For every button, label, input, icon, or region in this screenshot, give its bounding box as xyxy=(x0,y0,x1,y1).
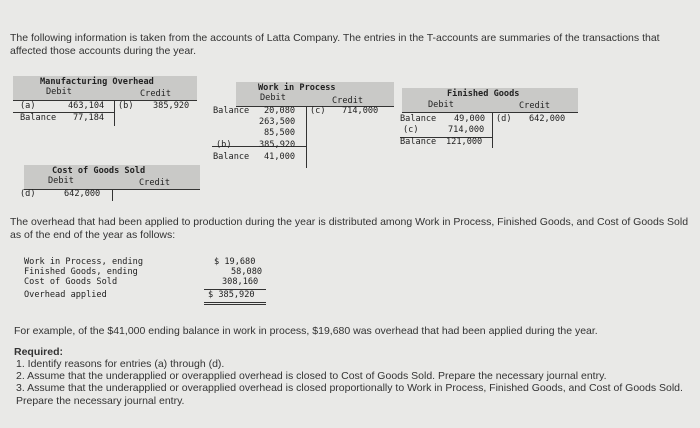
debit-value: 385,920 xyxy=(259,140,296,150)
debit-heading: Debit xyxy=(48,176,74,186)
t-account-title: Manufacturing Overhead xyxy=(40,77,154,87)
debit-heading: Debit xyxy=(46,87,72,97)
entry-label: (c) xyxy=(310,106,326,116)
required-item: 2. Assume that the underapplied or overapplied overhead is closed to Cost of Goods Sold. Prepare the necessary journal entry. xyxy=(16,370,607,382)
debit-value: 642,000 xyxy=(64,189,101,199)
debit-value: 463,104 xyxy=(68,101,105,111)
entry-label: (c) xyxy=(403,125,419,135)
distribution-value: $ 19,680 xyxy=(214,257,256,267)
credit-value: 714,000 xyxy=(342,106,379,116)
intro-paragraph: The following information is taken from the accounts of Latta Company. The entries in the T-accounts are summaries of the transactions that affected those accounts during the year. xyxy=(10,32,660,57)
overhead-paragraph: The overhead that had been applied to production during the year is distributed among Work in Process, Finished Goods, and Cost of Goods Sold as of the end of the year as follows: xyxy=(10,216,689,241)
distribution-value: 308,160 xyxy=(222,277,259,287)
t-account-title: Cost of Goods Sold xyxy=(52,166,146,176)
example-paragraph: For example, of the $41,000 ending balance in work in process, $19,680 was overhead that had been applied during the year. xyxy=(14,325,598,337)
credit-value: 642,000 xyxy=(529,114,566,124)
t-account-title: Work in Process xyxy=(258,83,336,93)
credit-heading: Credit xyxy=(519,101,551,111)
debit-value: 41,000 xyxy=(264,152,296,162)
debit-value: 77,184 xyxy=(73,113,105,123)
required-item: 3. Assume that the underapplied or overapplied overhead is closed proportionally to Work in Process, Finished Goods, and Cost of Goods Sold. Prepare the necessary journal entry. xyxy=(16,382,683,407)
distribution-label: Cost of Goods Sold xyxy=(24,277,118,287)
entry-label: (b) xyxy=(118,101,134,111)
credit-heading: Credit xyxy=(139,178,171,188)
entry-label: Balance xyxy=(20,113,57,123)
debit-heading: Debit xyxy=(260,93,286,103)
entry-label: (d) xyxy=(20,189,36,199)
distribution-label: Finished Goods, ending xyxy=(24,267,138,277)
debit-value: 121,000 xyxy=(446,137,483,147)
required-item: 1. Identify reasons for entries (a) through (d). xyxy=(16,358,225,370)
required-heading: Required: xyxy=(14,346,64,358)
entry-label: Balance xyxy=(213,152,250,162)
t-account-title: Finished Goods xyxy=(447,89,520,99)
entry-label: Balance xyxy=(400,114,437,124)
distribution-value: 58,080 xyxy=(231,267,263,277)
debit-value: 85,500 xyxy=(264,128,296,138)
debit-value: 263,500 xyxy=(259,117,296,127)
entry-label: (a) xyxy=(20,101,36,111)
debit-value: 20,080 xyxy=(264,106,296,116)
debit-value: 714,000 xyxy=(448,125,485,135)
credit-heading: Credit xyxy=(332,96,364,106)
debit-heading: Debit xyxy=(428,100,454,110)
entry-label: (d) xyxy=(496,114,512,124)
credit-heading: Credit xyxy=(140,89,172,99)
debit-value: 49,000 xyxy=(454,114,486,124)
credit-value: 385,920 xyxy=(153,101,190,111)
entry-label: (b) xyxy=(216,140,232,150)
distribution-label: Overhead applied xyxy=(24,290,107,300)
entry-label: Balance xyxy=(400,137,437,147)
distribution-value: $ 385,920 xyxy=(208,290,255,300)
entry-label: Balance xyxy=(213,106,250,116)
distribution-label: Work in Process, ending xyxy=(24,257,143,267)
